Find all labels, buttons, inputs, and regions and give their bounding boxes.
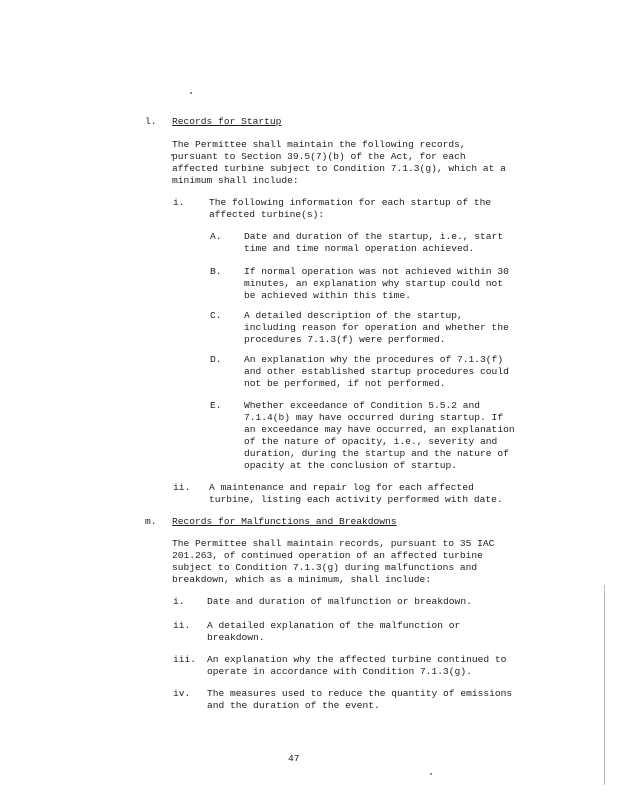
section-l-intro-line: minimum shall include: [172, 175, 299, 186]
item-i-line: The following information for each startup of the [209, 197, 492, 208]
section-m-heading: Records for Malfunctions and Breakdowns [172, 516, 397, 527]
subitem-d-line: An explanation why the procedures of 7.1.3(f) [244, 354, 504, 365]
m-item-iv-line: and the duration of the event. [207, 700, 380, 711]
section-m-marker: m. [145, 516, 157, 527]
subitem-d-marker: D. [210, 354, 222, 365]
subitem-e-line: opacity at the conclusion of startup. [244, 460, 458, 471]
page-number: 47 [288, 753, 300, 764]
subitem-a-marker: A. [210, 231, 222, 242]
item-ii-line: turbine, listing each activity performed with date. [209, 494, 503, 505]
subitem-b-line: be achieved within this time. [244, 290, 411, 301]
section-m-intro-line: 201.263, of continued operation of an affected turbine [172, 550, 483, 561]
scan-speck [430, 773, 432, 775]
m-item-iv-line: The measures used to reduce the quantity of emissions [207, 688, 513, 699]
subitem-e-line: duration, during the startup and the nature of [244, 448, 509, 459]
scan-edge-mark [604, 585, 605, 785]
subitem-e-line: Whether exceedance of Condition 5.5.2 and [244, 400, 481, 411]
section-l-heading: Records for Startup [172, 116, 282, 127]
item-ii-line: A maintenance and repair log for each affected [209, 482, 474, 493]
subitem-d-line: not be performed, if not performed. [244, 378, 446, 389]
subitem-c-line: A detailed description of the startup, [244, 310, 463, 321]
subitem-a-line: time and time normal operation achieved. [244, 243, 475, 254]
section-m-intro-line: subject to Condition 7.1.3(g) during malfunctions and [172, 562, 478, 573]
subitem-e-line: an exceedance may have occurred, an explanation [244, 424, 515, 435]
item-i-line: affected turbine(s): [209, 209, 325, 220]
item-ii-marker: ii. [173, 482, 191, 493]
m-item-ii-line: A detailed explanation of the malfunction or [207, 620, 461, 631]
m-item-ii-line: breakdown. [207, 632, 265, 643]
m-item-ii-marker: ii. [173, 620, 191, 631]
m-item-iii-marker: iii. [173, 654, 197, 665]
section-l-marker: l. [145, 116, 157, 127]
section-m-intro-line: The Permittee shall maintain records, pursuant to 35 IAC [172, 538, 495, 549]
m-item-iv-marker: iv. [173, 688, 191, 699]
section-l-intro-line: pursuant to Section 39.5(7)(b) of the Act, for each [172, 151, 466, 162]
subitem-e-line: 7.1.4(b) may have occurred during startup. If [244, 412, 504, 423]
subitem-c-line: including reason for operation and whether the [244, 322, 509, 333]
m-item-i-marker: i. [173, 596, 185, 607]
subitem-e-marker: E. [210, 400, 222, 411]
subitem-d-line: and other established startup procedures could [244, 366, 509, 377]
subitem-c-line: procedures 7.1.3(f) were performed. [244, 334, 446, 345]
m-item-i-line: Date and duration of malfunction or breakdown. [207, 596, 472, 607]
scan-speck [190, 92, 192, 94]
subitem-b-line: If normal operation was not achieved within 30 [244, 266, 509, 277]
section-m-intro-line: breakdown, which as a minimum, shall include: [172, 574, 432, 585]
subitem-a-line: Date and duration of the startup, i.e., start [244, 231, 504, 242]
subitem-c-marker: C. [210, 310, 222, 321]
subitem-b-line: minutes, an explanation why startup could not [244, 278, 504, 289]
subitem-e-line: of the nature of opacity, i.e., severity and [244, 436, 498, 447]
subitem-b-marker: B. [210, 266, 222, 277]
section-l-intro-line: The Permittee shall maintain the following records, [172, 139, 466, 150]
section-l-intro-line: affected turbine subject to Condition 7.1.3(g), which at a [172, 163, 506, 174]
m-item-iii-line: An explanation why the affected turbine continued to [207, 654, 507, 665]
m-item-iii-line: operate in accordance with Condition 7.1.3(g). [207, 666, 472, 677]
item-i-marker: i. [173, 197, 185, 208]
